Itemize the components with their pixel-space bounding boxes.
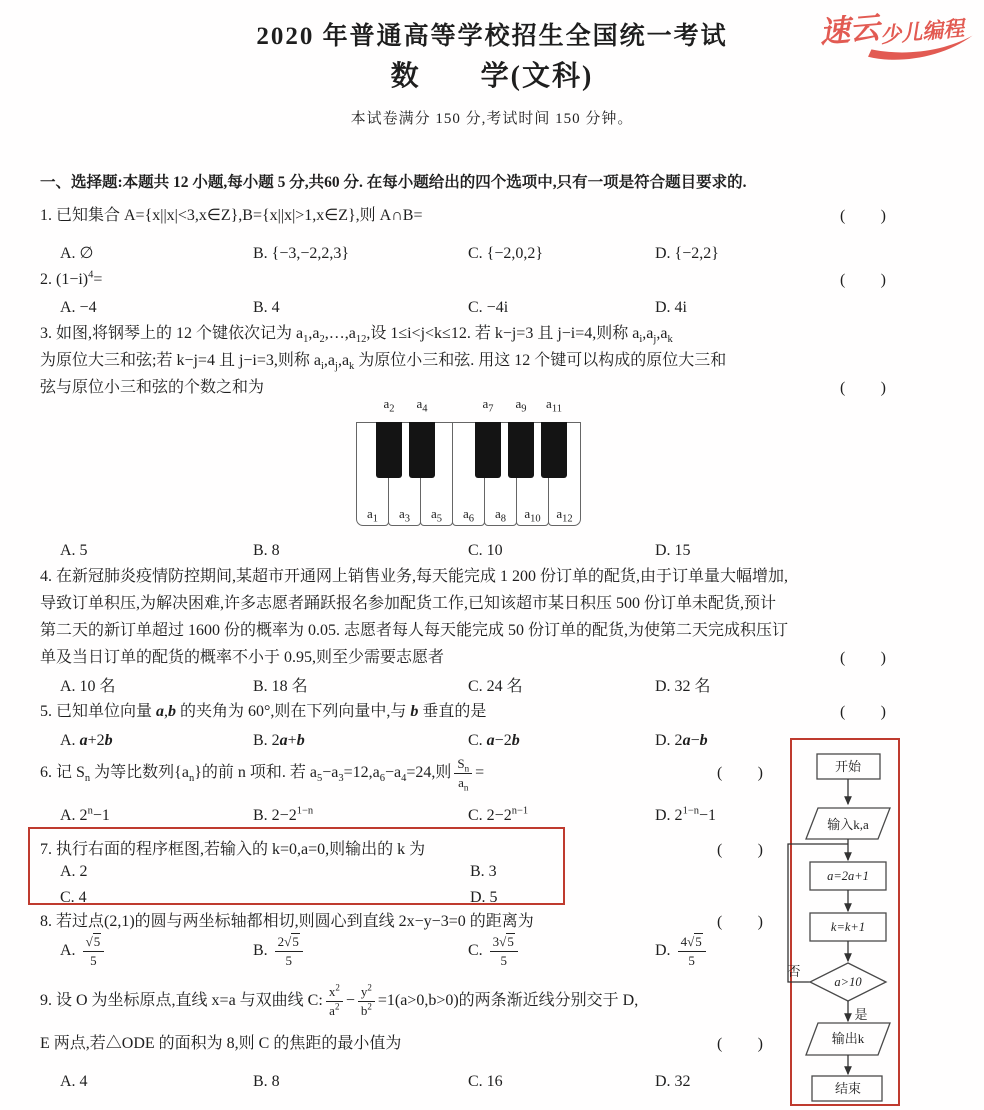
question-1 (40, 202, 940, 229)
question-2-option: C. −4i (468, 299, 509, 316)
flowchart (778, 730, 984, 1110)
piano-figure (356, 396, 589, 532)
white-key-label: $a_{12}$ (556, 506, 573, 525)
question-4-text-line: 4. 在新冠肺炎疫情防控期间,某超市开通网上销售业务,每天能完成 1 200 份订单的配货,由于订单量大幅增加, (40, 568, 789, 585)
question-5-option: B. 2a+b (253, 732, 305, 749)
question-3-option: C. 10 (468, 542, 503, 559)
question-1-option: D. {−2,2} (655, 245, 719, 262)
question-2-option: B. 4 (253, 299, 280, 316)
question-3-text-line: 弦与原位小三和弦的个数之和为 ( ) (40, 374, 940, 401)
question-2-option: A. −4 (60, 299, 97, 316)
flow-yes-label: 是 (854, 1007, 868, 1022)
exam-subtitle: 本试卷满分 150 分,考试时间 150 分钟。 (350, 111, 634, 127)
question-4-text-line: 导致订单积压,为解决困难,许多志愿者踊跃报名参加配货工作,已知该超市某日积压 500 份订单未配货,预计 (40, 595, 777, 612)
black-key (541, 422, 567, 478)
question-5-option: D. 2a−b (655, 732, 708, 749)
question-4-text-line: 第二天的新订单超过 1600 份的概率为 0.05. 志愿者每人每天能完成 50 份订单的配货,为使第二天完成积压订 (40, 622, 789, 639)
subject-title: 数 学(文科) (390, 61, 594, 92)
question-7-option: B. 3 (470, 863, 497, 880)
question-6-option: C. $2-2^{n-1}$ (468, 805, 529, 824)
question-3 (40, 320, 940, 401)
question-6-option: D. $2^{1-n}-1$ (655, 805, 717, 824)
flow-assign-k-label: k=k+1 (830, 920, 866, 934)
question-9-text-line: E 两点,若△ODE 的面积为 8,则 C 的焦距的最小值为 ( ) (40, 1030, 940, 1057)
question-1-text-line: 1. 已知集合 A={x||x|<3,x∈Z},B={x||x|>1,x∈Z},则 A∩B= ( ) (40, 202, 940, 229)
answer-brackets: ( ) (717, 841, 763, 858)
flow-output-label: 输出k (831, 1031, 865, 1046)
question-1-options-row (40, 240, 940, 267)
question-8-option: B. $\frac{2√5}{5}$ (253, 934, 306, 968)
question-2 (40, 266, 940, 293)
question-6-text-line: 6. 记 $S_n$ 为等比数列$\{a_n\}$的前 n 项和. 若 $a_5-a_3=12,a_6-a_4=24$,则 $\frac{S_n}{a_n}$ = ( ) (40, 756, 763, 793)
black-key (376, 422, 402, 478)
q7-highlight-box (28, 827, 565, 905)
white-key-label: $a_{10}$ (524, 506, 541, 525)
question-4-option: A. 10 名 (60, 678, 116, 695)
logo-text-main: 速云 (818, 11, 882, 50)
section-instructions: 一、选择题:本题共 12 小题,每小题 5 分,共60 分. 在每小题给出的四个选项中,只有一项是符合题目要求的. (40, 174, 747, 191)
question-1-option: C. {−2,0,2} (468, 245, 544, 262)
black-key-label: $a_{11}$ (546, 396, 562, 415)
question-3-text-line: 3. 如图,将钢琴上的 12 个键依次记为 $a_1,a_2,\dots,a_{12}$,设 1≤i<j<k≤12. 若 k−j=3 且 j−i=4,则称 $a_i,a_j,a_k$ (40, 325, 673, 346)
question-7-option: A. 2 (60, 863, 88, 880)
question-9-option: C. 16 (468, 1073, 503, 1090)
black-key (508, 422, 534, 478)
question-7-option: D. 5 (470, 889, 498, 906)
question-3-text-line: 为原位大三和弦;若 k−j=4 且 j−i=3,则称 $a_i,a_j,a_k$ 为原位小三和弦. 用这 12 个键可以构成的原位大三和 (40, 352, 727, 373)
white-key-label: $a_1$ (366, 506, 379, 525)
question-9-option: B. 8 (253, 1073, 280, 1090)
question-1-option: B. {−3,−2,2,3} (253, 245, 350, 262)
question-3-option: A. 5 (60, 542, 88, 559)
question-1-option: A. ∅ (60, 245, 94, 262)
question-9-option: A. 4 (60, 1073, 88, 1090)
question-8-option: D. $\frac{4√5}{5}$ (655, 934, 709, 968)
question-4 (40, 563, 940, 671)
answer-brackets: ( ) (717, 913, 763, 930)
question-7-option: C. 4 (60, 889, 87, 906)
question-4-text-line: 单及当日订单的配货的概率不小于 0.95,则至少需要志愿者 ( ) (40, 644, 940, 671)
question-2-text-line: 2. $(1-i)^4=$ ( ) (40, 266, 940, 293)
question-6-option: B. $2-2^{1-n}$ (253, 805, 314, 824)
flow-no-label: 否 (787, 964, 801, 979)
answer-brackets: ( ) (840, 649, 886, 666)
white-key-label: $a_6$ (462, 506, 475, 525)
answer-brackets: ( ) (840, 207, 886, 224)
question-3-options-row (40, 537, 940, 564)
flow-start-label: 开始 (834, 759, 862, 774)
question-9-text-line: 9. 设 O 为坐标原点,直线 x=a 与双曲线 C: $\frac{x^2}{a^2}$ − $\frac{y^2}{b^2}$ =1(a>0,b>0)的两条渐近线分别交于 D, (40, 982, 639, 1018)
question-8-option: C. $\frac{3√5}{5}$ (468, 934, 521, 968)
black-key-label: $a_2$ (383, 396, 395, 415)
question-2-options-row (40, 294, 940, 321)
flow-input-label: 输入k,a (827, 817, 869, 832)
exam-title: 2020 年普通高等学校招生全国统一考试 (256, 23, 728, 50)
white-key-label: $a_5$ (430, 506, 443, 525)
question-6-option: A. $2^n-1$ (60, 805, 110, 824)
black-key-label: $a_7$ (482, 396, 494, 415)
answer-brackets: ( ) (717, 764, 763, 782)
question-4-option: C. 24 名 (468, 678, 523, 695)
answer-brackets: ( ) (717, 1035, 763, 1053)
question-4-options-row (40, 673, 940, 700)
question-5-option: A. a+2b (60, 732, 113, 749)
answer-brackets: ( ) (840, 703, 886, 720)
white-key-label: $a_3$ (398, 506, 411, 525)
answer-brackets: ( ) (840, 271, 886, 288)
question-7-text-line: 7. 执行右面的程序框图,若输入的 k=0,a=0,则输出的 k 为 ( ) (40, 836, 940, 863)
question-2-option: D. 4i (655, 299, 687, 316)
question-3-option: B. 8 (253, 542, 280, 559)
flow-end-label: 结束 (834, 1081, 862, 1096)
black-key (409, 422, 435, 478)
question-5 (40, 698, 940, 725)
question-8-option: A. $\frac{√5}{5}$ (60, 934, 107, 968)
white-key-label: $a_8$ (494, 506, 507, 525)
question-4-option: B. 18 名 (253, 678, 308, 695)
question-5-option: C. a−2b (468, 732, 520, 749)
question-5-text-line: 5. 已知单位向量 a,b 的夹角为 60°,则在下列向量中,与 b 垂直的是 ( ) (40, 698, 940, 725)
black-key-label: $a_4$ (416, 396, 428, 415)
black-key-label: $a_9$ (515, 396, 527, 415)
question-3-option: D. 15 (655, 542, 691, 559)
question-9-option: D. 32 (655, 1073, 691, 1090)
flow-condition-label: a>10 (834, 975, 862, 989)
question-4-option: D. 32 名 (655, 678, 711, 695)
logo-text-sub: 少儿编程 (879, 16, 965, 48)
question-8-text-line: 8. 若过点(2,1)的圆与两坐标轴都相切,则圆心到直线 2x−y−3=0 的距离为 ( ) (40, 908, 940, 935)
flow-assign-a-label: a=2a+1 (827, 869, 869, 883)
answer-brackets: ( ) (840, 379, 886, 396)
black-key (475, 422, 501, 478)
